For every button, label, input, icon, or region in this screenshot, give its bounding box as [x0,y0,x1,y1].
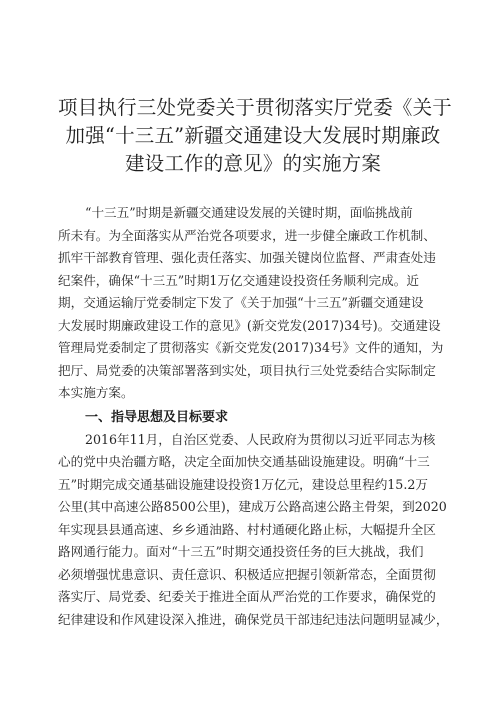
text-line: 期，交通运输厅党委制定下发了《关于加强“十三五”新疆交通建设 [58,295,424,310]
text-line: 五”时期完成交通基础设施建设投资1万亿元，建设总里程约15.2万 [58,476,428,492]
text-line: 把厅、局党委的决策部署落到实处，项目执行三处党委结合实际制定 [58,362,436,378]
section-paragraph [58,429,448,632]
title-line: 项目执行三处党委关于贯彻落实厅党委《关于 [58,96,453,119]
document-body [58,202,448,631]
title-line: 加强“十三五”新疆交通建设大发展时期廉政 [65,124,441,147]
text-line: 纪律建设和作风建设深入推进，确保党员干部违纪违法问题明显减少， [58,611,449,627]
text-line: 落实厅、局党委、纪委关于推进全面从严治党的工作要求，确保党的 [58,589,436,604]
text-line: 管理局党委制定了贯彻落实《新交党发(2017)34号》文件的通知，为 [58,340,444,355]
text-line: “十三五”时期是新疆交通建设发展的关键时期，面临挑战前 [85,205,413,220]
text-line: 公里(其中高速公路8500公里)，建成万公路高速公路主骨架，到2020 [58,499,447,514]
text-line: 必须增强忧患意识、责任意识、积极适应把握引领新常态，全面贯彻 [58,566,436,582]
title-line: 建设工作的意见》的实施方案 [124,152,382,175]
text-line: 所未有。为全面落实从严治党各项要求，进一步健全廉政工作机制、 [58,227,436,243]
intro-paragraph [58,202,448,405]
text-line: 大发展时期廉政建设工作的意见》(新交党发(2017)34号)。交通建设 [58,317,441,333]
text-line: 纪案件，确保“十三五”时期1万亿交通建设投资任务顺利完成。近 [58,272,419,288]
section-heading: 一、指导思想及目标要求 [85,409,229,425]
text-line: 2016年11月，自治区党委、人民政府为贯彻以习近平同志为核 [85,431,436,447]
document-title [58,94,453,178]
text-line: 心的党中央治疆方略，决定全面加快交通基础设施建设。明确“十三 [58,454,430,469]
text-line: 路网通行能力。面对“十三五”时期交通投资任务的巨大挑战，我们 [58,544,424,559]
text-line: 年实现县县通高速、乡乡通油路、村村通硬化路止标，大幅提升全区 [58,521,436,537]
text-line: 本实施方案。 [58,385,134,400]
text-line: 抓牢干部教育管理、强化责任落实、加强关键岗位监督、严肃查处违 [58,250,436,265]
